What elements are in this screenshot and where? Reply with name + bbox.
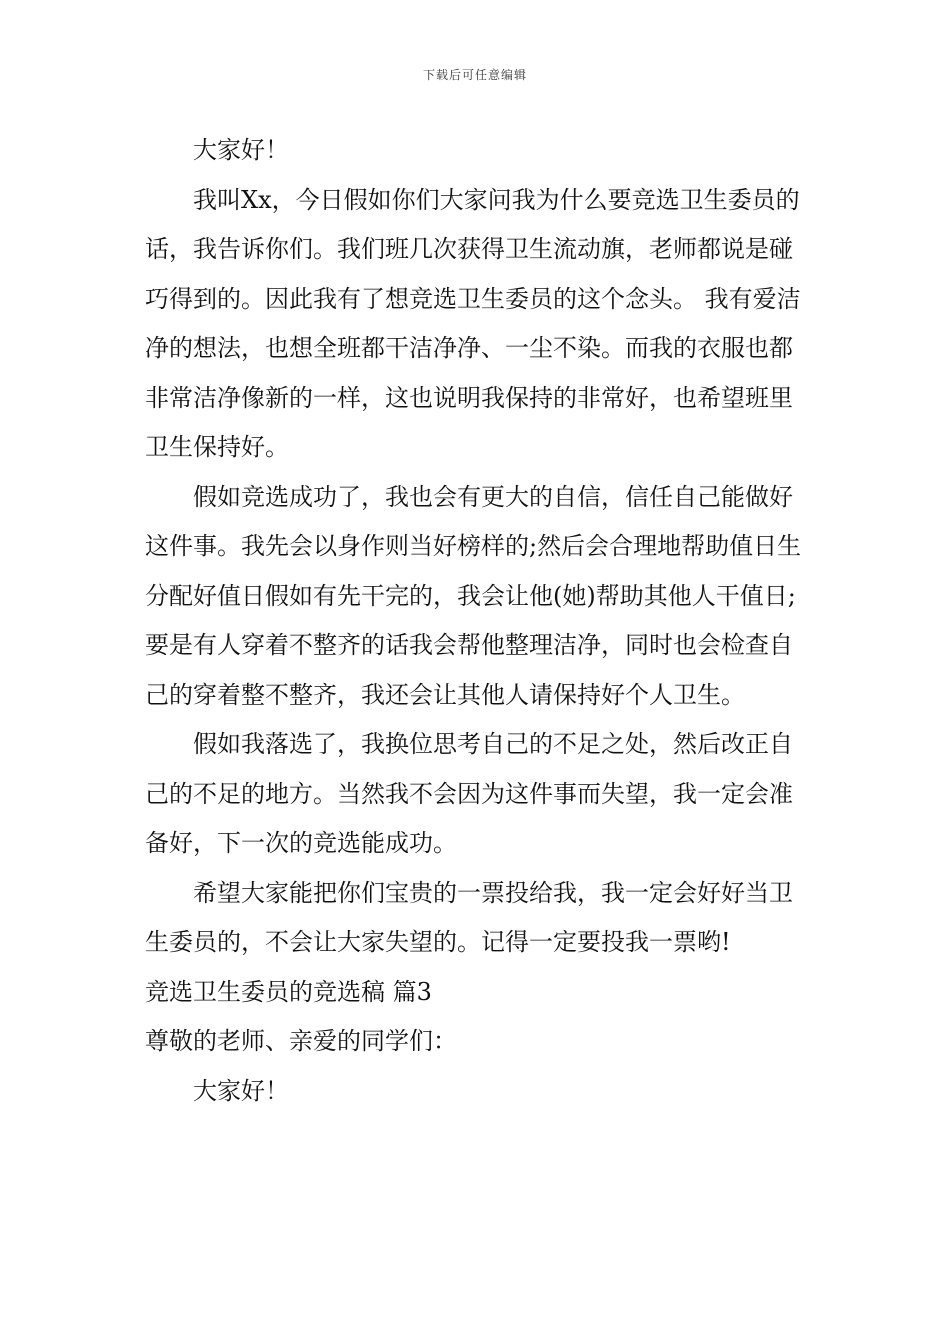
body-paragraph: 假如竞选成功了，我也会有更大的自信，信任自己能做好这件事。我先会以身作则当好榜样的;然后会合理地帮助值日生分配好值日假如有先干完的，我会让他(她)帮助其他人干值日;要是有人穿着不整齐的话我会帮他整理洁净，同时也会检查自己的穿着整不整齐，我还会让其他人请保持好个人卫生。: [145, 482, 802, 709]
page-header-note: 下载后可任意编辑: [422, 68, 527, 82]
greeting-paragraph: 大家好！: [193, 1076, 289, 1105]
salutation-line: 尊敬的老师、亲爱的同学们：: [145, 1027, 457, 1055]
greeting-paragraph: 大家好！: [193, 136, 289, 164]
body-paragraph: 希望大家能把你们宝贵的一票投给我，我一定会好好当卫生委员的，不会让大家失望的。记得一定要投我一票哟!: [145, 878, 793, 956]
section-title: 竞选卫生委员的竞选稿 篇3: [145, 977, 432, 1006]
document-body: [145, 126, 815, 1116]
body-paragraph: 我叫Xx，今日假如你们大家问我为什么要竞选卫生委员的话，我告诉你们。我们班几次获得卫生流动旗，老师都说是碰巧得到的。因此我有了想竞选卫生委员的这个念头。 我有爱洁净的想法，也想全班都干洁净净、一尘不染。而我的衣服也都非常洁净像新的一样，这也说明我保持的非常好，也希望班里卫生保持好。: [145, 185, 801, 461]
body-paragraph: 假如我落选了，我换位思考自己的不足之处，然后改正自己的不足的地方。当然我不会因为这件事而失望，我一定会准备好，下一次的竞选能成功。: [145, 730, 793, 857]
